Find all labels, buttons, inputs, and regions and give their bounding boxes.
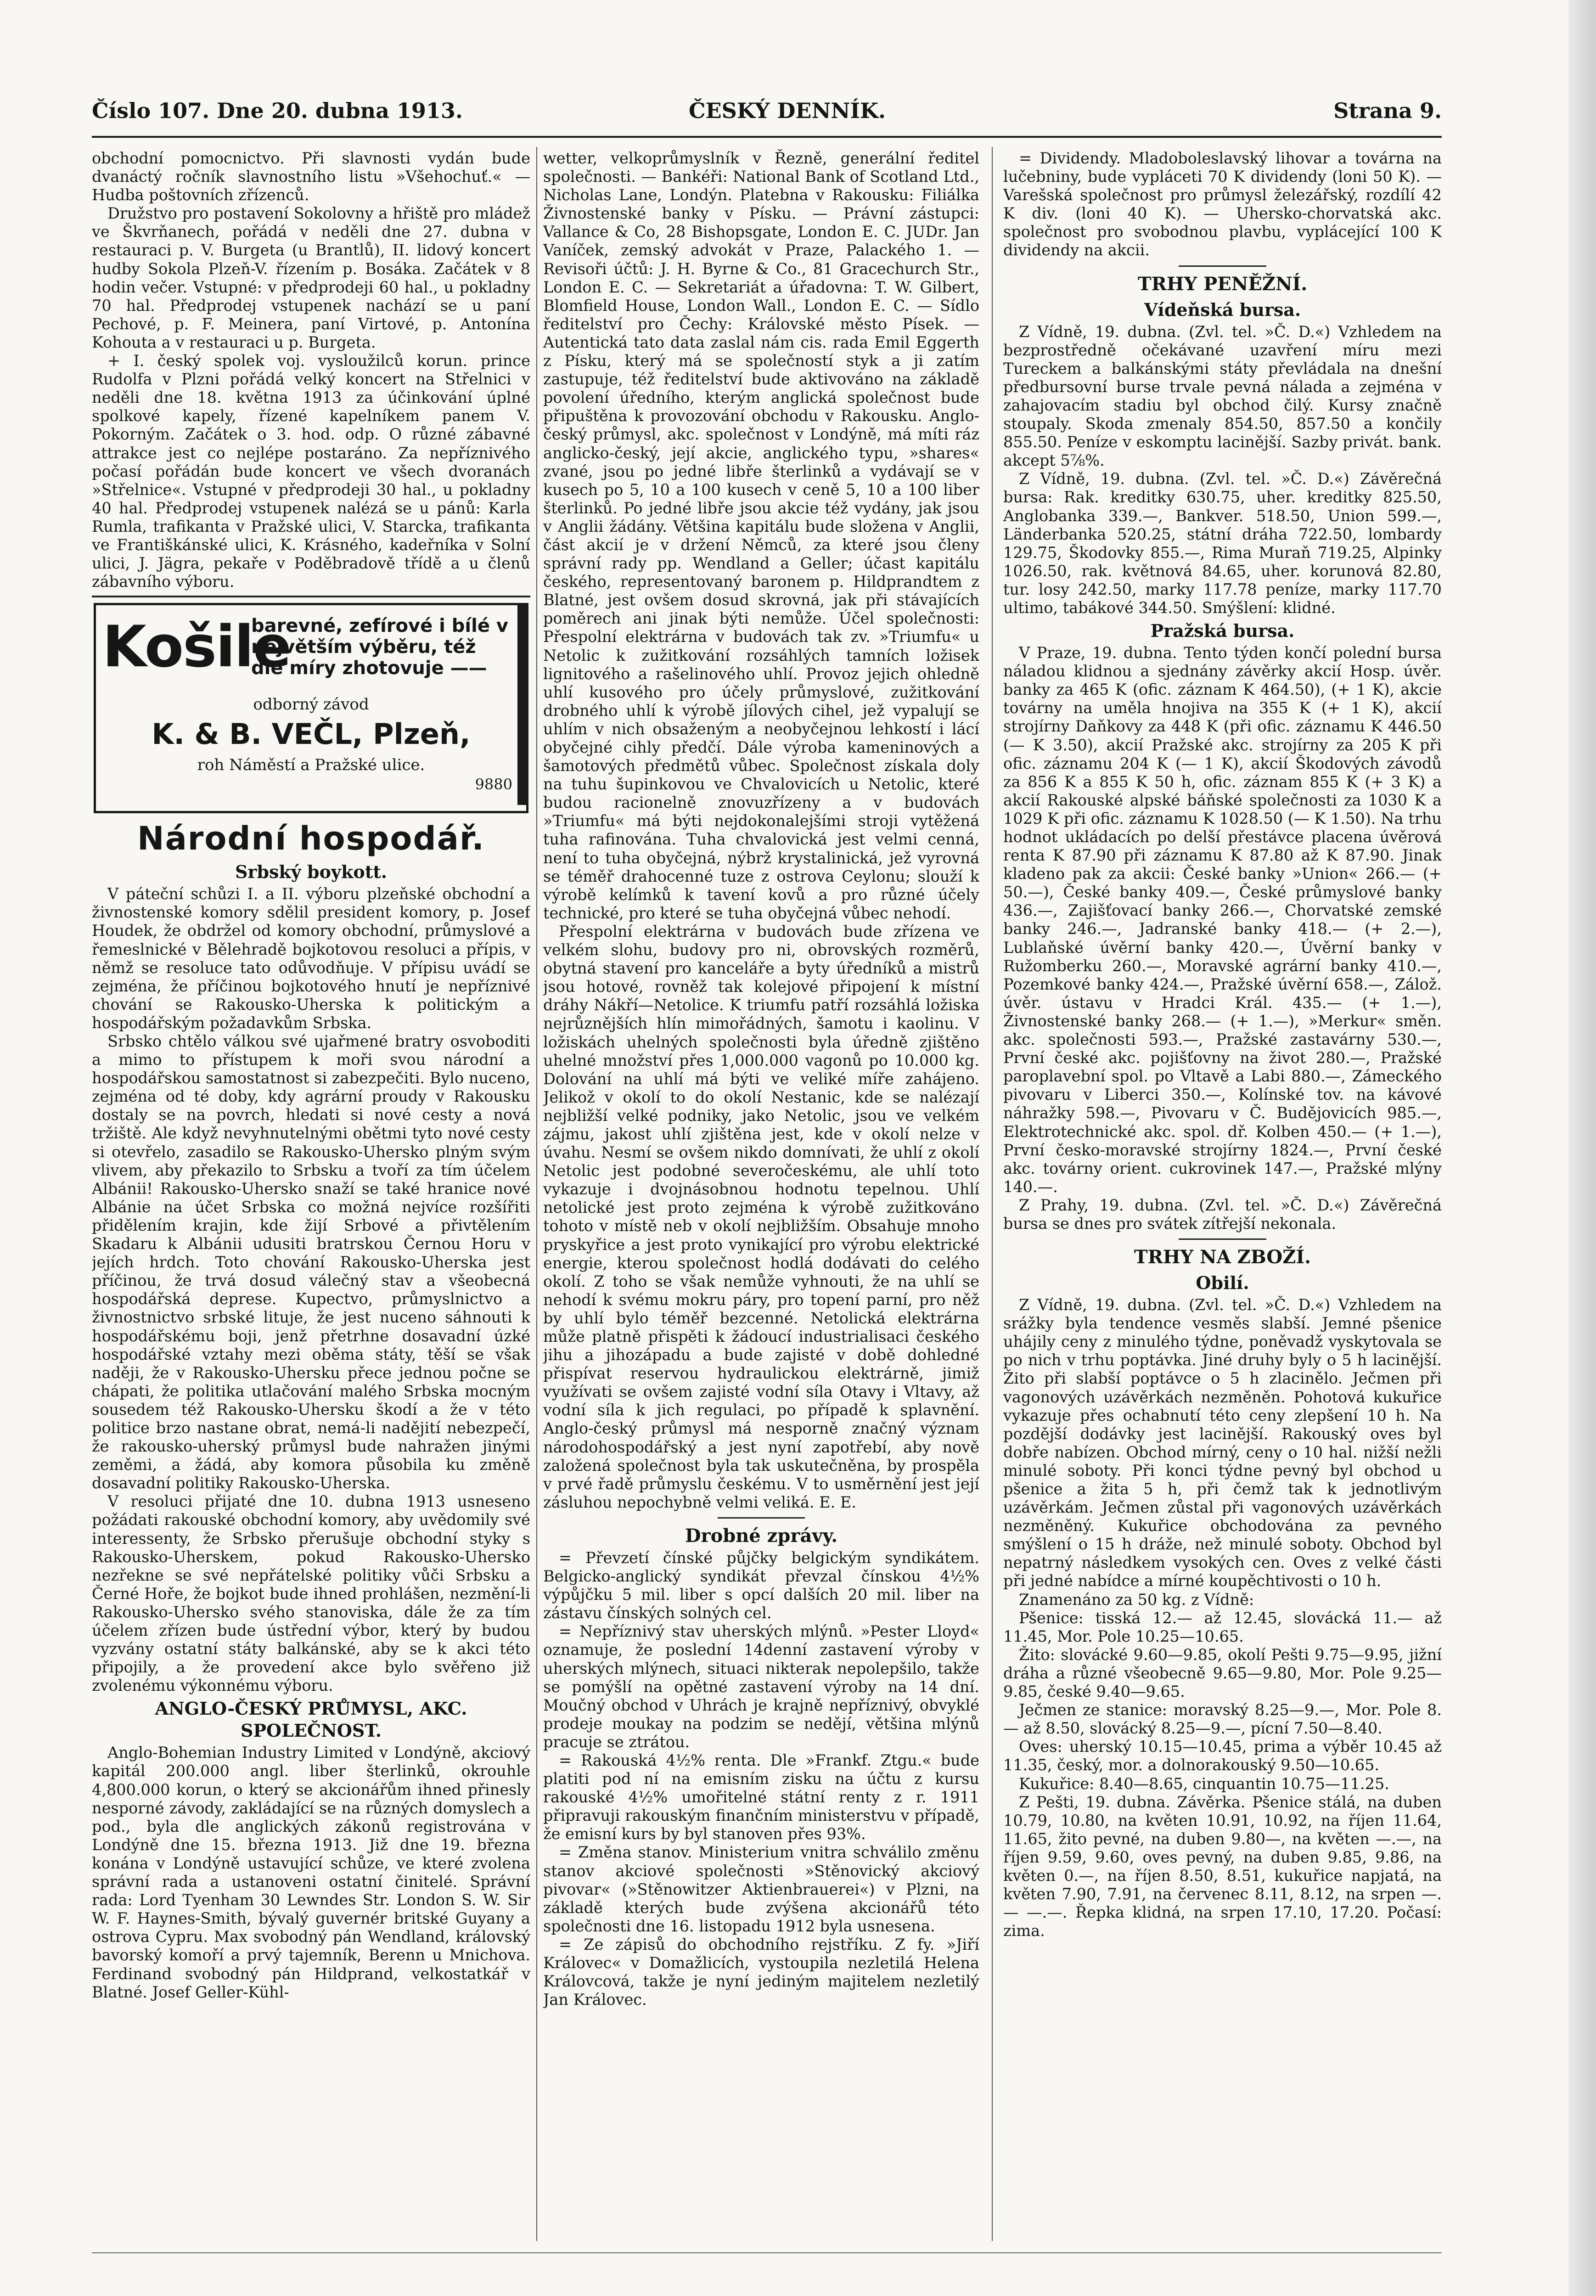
paragraph: Anglo-Bohemian Industry Limited v Londýně, akciový kapitál 200.000 angl. liber šterlinků, okrouhle 4,800.000 korun, o který se akcionářům ihned přinesly nesporné závody, zakládající se na různých domyslech a pod., byla dle anglických zákonů registrována v Londýně dne 15. března 1913. Již dne 19. března konána v Londýně ustavující schůze, ve které zvolena správní rada a ustanoveni ostatní činitelé. Správní rada: Lord Tyenham 30 Lewndes Str. London S. W. Sir W. F. Haynes-Smith, bývalý guvernér britské Guyany a ostrova Cypru. Max svobodný pán Wendland, královský bavorský komoří a prvý tajemník, Berenn u Mnichova. Ferdinand svobodný pán Hildprand, velkostatkář v Blatné. Josef Geller-Kühl- — [92, 1744, 530, 2001]
issue-date: Číslo 107. Dne 20. dubna 1913. — [92, 98, 463, 123]
paragraph: V páteční schůzi I. a II. výboru plzeňské obchodní a živnostenské komory sdělil president komory, p. Josef Houdek, že obdržel od komory obchodní, průmyslové a řemeslnické v Bělehradě bojkotovou resoluci a přípis, v němž se resoluce tato odůvodňuje. V přípisu uvádí se zejména, že příčinou bojkotového hnutí je nepříznivé chování se Rakousko-Uherska k politickým a hospodářským požadavkům Srbska. — [92, 885, 530, 1032]
header-rule — [92, 136, 1442, 138]
ad-address: roh Náměstí a Pražské ulice. — [197, 756, 425, 775]
section-title: Národní hospodář. — [137, 820, 485, 858]
news-item: = Změna stanov. Ministerium vnitra schválilo změnu stanov akciové společnosti »Stěnovický akciový pivovar« (»Stěnowitzer Aktienbrauerei«) v Plzni, na základě kterých bude zvýšena akcionářů této společnosti dne 16. listopadu 1912 byla usnesena. — [543, 1843, 979, 1935]
divider — [718, 1517, 805, 1519]
advertisement — [94, 603, 528, 813]
paragraph: Srbsko chtělo válkou své ujařmené bratry osvoboditi a mimo to přístupem k moři svou národní a hospodářskou samostatnost si zabezpečiti. Bylo nuceno, zejména od té doby, kdy agrární proudy v Rakousku dostaly se na povrch, hledati si nové cesty a nová tržiště. Ale když nevyhnutelnými obětmi tyto nové cesty si otevřelo, zasadilo se Rakousko-Uhersko plným svým vlivem, aby překazilo to Srbsku a tvoří za tím účelem Albánii! Rakousko-Uhersko snaží se také hranice nové Albánie na účet Srbska co možná nejvíce rozšířiti přidělením krajin, kde žijí Srbové a přivtělením Skadaru k Albánii udusiti bratrskou Černou Horu v jejích hrdch. Toto chování Rakousko-Uherska jest příčinou, že trvá dosud válečný stav a všeobecná hospodářská deprese. Kupectvo, průmyslnictvo a živnostnictvo srbské lituje, že jest nuceno sáhnouti k hospodářskému boji, jenž přetrhne dosavadní úzké hospodářské vztahy mezi oběma státy, těší se však naději, že v Rakousko-Uhersku přece jednou počne se chápati, že politika utlačování malého Srbska mocným sousedem též Rakousko-Uhersku škodí a že v této politice brzo nastane obrat, nemá-li nadějití nebezpečí, že rakousko-uherský průmysl bude nahražen jinými zeměmi, a žádá, aby komora působila ku změně dosavadní politiky Rakousko-Uherska. — [92, 1032, 530, 1492]
article-title: Srbský boykott. — [235, 861, 388, 883]
ad-number: 9880 — [475, 776, 512, 793]
price-line: Žito: slovácké 9.60—9.85, okolí Pešti 9.75—9.95, jižní dráha a různé všeobecně 9.65—9.80, Mor. Pole 9.25—9.85, české 9.40—9.65. — [1003, 1645, 1442, 1701]
price-line: Kukuřice: 8.40—8.65, cinquantin 10.75—11.25. — [1019, 1774, 1389, 1793]
paragraph: Znamenáno za 50 kg. z Vídně: — [1019, 1590, 1254, 1609]
ad-firm: K. & B. VEČL, Plzeň, — [152, 717, 471, 751]
footer-rule — [92, 2252, 1442, 2253]
column-divider — [536, 147, 537, 2241]
news-item: = Převzetí čínské půjčky belgickým syndikátem. Belgicko-anglický syndikát převzal čínskou 4½% výpůjčku 5 mil. liber s opcí dalších 20 mil. liber na zástavu čínských solných cel. — [543, 1548, 979, 1622]
ad-tagline: barevné, zefírové i bílé v největším výběru, též dle míry zhotovuje —— — [251, 615, 508, 679]
news-item: = Rakouská 4½% renta. Dle »Frankf. Ztgu.« bude platiti pod ní na emisním zisku na účtu z kursu rakouské 4½% umořitelné státní renty z r. 1911 připravuji rakouským finančním ministerstvu v případě, že emisní kurs by byl stanoven přes 93%. — [543, 1751, 979, 1843]
price-line: Oves: uherský 10.15—10.45, prima a výběr 10.45 až 11.35, český, mor. a dolnorakouský 9.50—10.65. — [1003, 1738, 1442, 1774]
newspaper-title: ČESKÝ DENNÍK. — [689, 98, 886, 123]
paragraph: V Praze, 19. dubna. Tento týden končí polední bursa náladou klidnou a sjednány závěrky akcií Hosp. úvěr. banky za 465 K (ofic. záznam K 464.50), (+ 1 K), akcie továrny na uměla hnojiva na 355 K (+ 1 K), akcií strojírny Daňkovy za 448 K (při ofic. záznamu K 446.50 (— K 3.50), akcií Pražské akc. strojírny za 205 K při ofic. záznamu 204 K (— 1 K), akcií Škodových závodů za 856 K a 855 K 50 h, ofic. záznam 855 K (+ 3 K) a akcií Rakouské alpské báňské společnosti za 1030 K a 1029 K při ofic. záznamu K 1028.50 (— K 1.50). Na trhu hodnot ukládacích po delší přestávce placena úvěrová renta K 87.90 při záznamu K 87.80 až K 87.90. Jinak kladeno pak za akcii: České banky »Union« 266.— (+ 50.—), České banky 409.—, České průmyslové banky 436.—, Zajišťovací banky 266.—, Chorvatské zemské banky 246.—, Jadranské banky 418.— (+ 2.—), Lublaňské úvěrní banky 420.—, Úvěrní banky v Ružomberku 260.—, Moravské agrární banky 410.—, Pozemkové banky 424.—, Pražské úvěrní 658.—, Zálož. úvěr. ústavu v Hradci Král. 435.— (+ 1.—), Živnostenské banky 268.— (+ 1.—), »Merkur« směn. akc. společnosti 593.—, Pražské zastavárny 530.—, První české akc. pojišťovny na život 280.—, Pražské paroplavební spol. po Vltavě a Labi 880.—, Zámeckého pivovaru v Liberci 350.—, Kolínské tov. na kávové náhražky 598.—, Pivovaru v Č. Budějovicích 985.—, Elektrotechnické akc. spol. dř. Kolben 450.— (+ 1.—), První česko-moravské strojírny 1824.—, První české akc. továrny orient. cukrovinek 147.—, Pražské mlýny 140.—. — [1003, 644, 1442, 1196]
news-item: = Ze zápisů do obchodního rejstříku. Z fy. »Jiří Královec« v Domažlicích, vystoupila nezletilá Helena Královcová, takže je nyní jediným majitelem nezletilý Jan Královec. — [543, 1935, 979, 2009]
paragraph: V resoluci přijaté dne 10. dubna 1913 usneseno požádati rakouské obchodní komory, aby uvědomily své interessenty, že Srbsko přerušuje obchodní styky s Rakousko-Uherskem, pokud Rakousko-Uhersko nezřekne se své nepřátelské politiky vůči Srbsku a Černé Hoře, že bojkot bude ihned prohlášen, nezmění-li Rakousko-Uhersko svého stanoviska, dále že za tím účelem zřízen bude ústřední výbor, který by budou vyzvány ostatní státy balkánské, aby se k akci této připojily, a že provedení akce bylo svěřeno již zvolenému výkonnému výboru. — [92, 1492, 530, 1695]
price-line: Pšenice: tisská 12.— až 12.45, slovácká 11.— až 11.45, Mor. Pole 10.25—10.65. — [1003, 1609, 1442, 1645]
paragraph: Družstvo pro postavení Sokolovny a hřiště pro mládež ve Škvrňanech, pořádá v neděli dne 27. dubna v restauraci p. V. Burgeta (u Brantlů), II. lidový koncert hudby Sokola Plzeň-V. řízením p. Bosáka. Začátek v 8 hodin večer. Vstupné: v předprodeji 60 hal., u pokladny 70 hal. Předprodej vstupenek nachází se u paní Pechové, p. F. Meinera, paní Virtové, p. Antonína Kohouta a v restauraci u p. Burgeta. — [92, 204, 530, 351]
paragraph: Z Pešti, 19. dubna. Závěrka. Pšenice stálá, na duben 10.79, 10.80, na květen 10.91, 10.92, na říjen 11.64, 11.65, žito pevné, na duben 9.80—, na květen —.—, na říjen 9.59, 9.60, oves pevný, na duben 9.85, 9.86, na květen 0.—, na říjen 8.50, 8.51, kukuřice napjatá, na květen 7.90, 7.91, na červenec 8.11, 8.12, na srpen —.— —.—. Řepka klidná, na srpen 17.10, 17.20. Počasí: zima. — [1003, 1793, 1442, 1940]
section-title: TRHY PENĚŽNÍ. — [1137, 273, 1308, 295]
subsection-title: Vídeňská bursa. — [1144, 299, 1301, 320]
article-title: ANGLO-ČESKÝ PRŮMYSL, AKC. SPOLEČNOST. — [155, 1698, 467, 1741]
column-divider — [992, 147, 993, 2241]
page-header — [92, 98, 1442, 130]
ad-brand: Košile — [102, 614, 291, 681]
divider — [1179, 265, 1266, 267]
section-title: TRHY NA ZBOŽÍ. — [1134, 1246, 1311, 1268]
paragraph: Z Vídně, 19. dubna. (Zvl. tel. »Č. D.«) Vzhledem na srážky byla tendence vesměs slabší. Jemné pšenice uhájily ceny z minulého týdne, poněvadž vyskytovala se po nich v trhu poptávka. Jiné druhy byly o 5 h lacinější. Žito při slabší poptávce o 5 h zlacinělo. Ječmen při vagonových uzávěrkách nezměněn. Pohotová kukuřice vykazuje přes ochabnutí této ceny zlepšení 10 h. Na pozdější dodávky jest lacinější. Rakouský oves byl dobře nabízen. Obchod mírný, ceny o 10 hal. nižší nežli minulé soboty. Při konci týdne pevný byl obchod u pšenice a žita 5 h, při čemž tak k jednotlivým uzávěrkám. Ječmen zůstal při vagonových uzávěrkách nezměněný. Kukuřice obchodována za pevného smýšlení o 15 h dráže, než minulé soboty. Obchod byl nepatrný následkem vysokých cen. Oves z velké části při jedné nabídce a mírné koupěchtivosti o 10 h. — [1003, 1296, 1442, 1590]
divider — [1179, 1238, 1266, 1240]
subsection-title: Pražská bursa. — [1150, 620, 1295, 642]
paragraph: + I. český spolek voj. vysloužilců korun. prince Rudolfa v Plzni pořádá velký koncert na Střelnici v neděli dne 18. května 1913 za účinkování úplné spolkové kapely, řízené kapelníkem panem V. Pokorným. Začátek o 3. hod. odp. O různé zábavné attrakce jest co nejlépe postaráno. Za nepříznivého počasí pořádán bude koncert ve všech dvoranách »Střelnice«. Vstupné v předprodeji 30 hal., u pokladny 40 hal. Předprodej vstupenek nalézá se u pánů: Karla Rumla, trafikanta v Pražské ulici, V. Starcka, trafikanta ve Františkánské ulici, K. Krásného, kadeřníka v Solní ulici, J. Jägra, pekaře v Poděbradově třídě a u členů zábavního výboru. — [92, 352, 530, 591]
ad-subline: odborný závod — [253, 695, 369, 714]
subsection-title: Obilí. — [1196, 1272, 1249, 1294]
paragraph: Z Prahy, 19. dubna. (Zvl. tel. »Č. D.«) Závěrečná bursa se dnes pro svátek zítřejší nekonala. — [1003, 1196, 1442, 1232]
paragraph: = Dividendy. Mladoboleslavský lihovar a továrna na lučebniny, bude vypláceti 70 K dividendy (loni 50 K). — Varešská společnost pro průmysl železářský, rozdílí 42 K div. (loni 40 K). — Uhersko-chorvatská akc. společnost pro svobodnou plavbu, vyplácející 100 K dividendy na akcii. — [1003, 149, 1442, 259]
paragraph: Z Vídně, 19. dubna. (Zvl. tel. »Č. D.«) Závěrečná bursa: Rak. kreditky 630.75, uher. kreditky 825.50, Anglobanka 339.—, Bankver. 518.50, Union 599.—, Länderbanka 520.25, státní dráha 722.50, lombardy 129.75, Škodovky 855.—, Rima Muraň 719.25, Alpinky 1026.50, rak. květnová 84.65, uher. korunová 82.80, tur. losy 242.50, marky 117.78 peníze, marky 117.70 ultimo, tabákové 344.50. Smýšlení: klidné. — [1003, 470, 1442, 617]
paragraph: wetter, velkoprůmyslník v Řezně, generální ředitel společnosti. — Bankéři: National Bank of Scotland Ltd., Nicholas Lane, Londýn. Platebna v Rakousku: Filiálka Živnostenské banky v Písku. — Právní zástupci: Vallance & Co, 28 Bishopsgate, London E. C. JUDr. Jan Vaníček, zemský advokát v Praze, Palackého 1. — Revisoři účtů: J. H. Byrne & Co., 81 Gracechurch Str., London E. C. — Sekretariát a úřadovna: T. W. Gilbert, Blomfield House, London Wall., London E. C. — Sídlo ředitelství pro Čechy: Královské město Písek. — Autentická tato data zaslal nám cis. rada Emil Eggerth z Písku, který má se společností styk a ji zatím zastupuje, též ředitelství bude aktivováno na základě povolení úředního, kterým anglická společnost bude připuštěna k provozování obchodu v Rakousku. Anglo-český průmysl, akc. společnost v Londýně, má míti ráz anglicko-český, její akcie, anglického typu, »shares« zvané, jsou po jedné libře šterlinků a vydávají se v kusech po 5, 10 a 100 kusech v ceně 5, 10 a 100 liber šterlinků. Po jedné libře jsou akcie též vydány, jak jsou v Anglii žádány. Většina kapitálu bude složena v Anglii, část akcií je v držení Němců, za které jsou členy správní rady pp. Wendland a Geller; účast kapitálu českého, representovaný baronem p. Hildprandtem z Blatné, jest ovšem dosud skrovná, jak při stávajících poměrech ani jinak býti nemůže. Účel společnosti: Přespolní elektrárna v budovách tak zv. »Triumfu« u Netolic k zužitkování rozsáhlých tamních ložisek lignitového a rašelinového uhlí. Provoz jejich ohledně uhlí kusového pro účely průmyslové, zužitkování drobného uhlí k výrobě jílových cihel, jež vypalují se uhlím v nich obsaženým a neobyčejnou lehkostí i lácí obyčejné cihly předčí. Dále výroba kameninových a šamotových předmětů vůbec. Společnost získala doly na tuhu šupinkovou ve Chvalovicích u Netolic, které budou racionelně znovuzřízeny a v budovách »Triumfu« má býti nejdokonalejšími stroji vytěžená tuha rafinována. Tuha chvalovická jest velmi cenná, není to tuha obyčejná, nýbrž krystalinická, jež vyrovná se téměř drahocenné tuze z ostrova Ceylonu; slouží k výrobě kelímků k tavení kovů a pro různé účely technické, pro které se tuha obyčejná vůbec nehodí. — [543, 149, 979, 922]
section-title: Drobné zprávy. — [685, 1525, 838, 1547]
column-2 — [543, 149, 979, 2243]
column-3 — [1003, 149, 1442, 2243]
page-number: Strana 9. — [1333, 98, 1442, 123]
page-edge — [1568, 0, 1596, 2296]
paragraph: Přespolní elektrárna v budovách bude zřízena ve velkém slohu, budovy pro ni, obrovských rozměrů, obytná stavení pro kanceláře a byty úředníků a mistrů jsou hotové, rovněž tak kolejové připojení k místní dráhy Nákří—Netolice. K triumfu patří rozsáhlá ložiska nejrůznějších hlín mimořádných, šamotu i kaolinu. V ložiskách uhelných společnosti byla úředně zjištěno uhelné množství přes 1,000.000 vagonů po 10.000 kg. Dolování na uhlí má býti ve veliké míře zahájeno. Jelikož v okolí to do okolí Nestanic, kde se nalézají nejbližší velké podniky, jako Netolic, jsou ve velkém zájmu, jakost uhlí zjištěna jest, kde v okolí nelze v úvahu. Nesmí se ovšem nikdo domnívati, že uhlí z okolí Netolic jest podobné severočeskému, ale uhlí toto vykazuje i dvojnásobnou hodnotu tepelnou. Uhlí netolické jest proto zejména k výrobě zužitkováno tohoto v místě neb v okolí nejbližším. Obsahuje mnoho pryskyřice a jest proto vynikající pro výrobu elektrické energie, kterou společnost hodlá dodávati do celého okolí. Z toho se však nemůže vyhnouti, že na uhlí se nehodí k svému mokru páry, pro topení parní, pro něž by uhlí bylo téměř bezcenné. Netolická elektrárna může platně přispěti k žádoucí industrialisaci českého jihu a jihozápadu a bude zajisté v době dohledné přispívat reservou hydraulickou elektrárně, jimiž využívati se ovšem zajisté vodní síla Otavy i Vltavy, až vodní síla k jich regulaci, po případě k splavnění. Anglo-český průmysl má nesporně značný význam národohospodářský a jest nyní zapotřebí, aby nově založená společnost byla tak uskutečněna, by prospěla v prvé řadě průmyslu českému. V to usměrnění jest její zásluhou nepochybně velmi veliká. E. E. — [543, 922, 979, 1511]
column-1 — [92, 149, 530, 2243]
price-line: Ječmen ze stanice: moravský 8.25—9.—, Mor. Pole 8.— až 8.50, slovácký 8.25—9.—, pícní 7.50—8.40. — [1003, 1701, 1442, 1738]
divider — [92, 596, 530, 597]
paragraph: obchodní pomocnictvo. Při slavnosti vydán bude dvanáctý ročník slavnostního listu »Všehochuť.« — Hudba poštovních zřízenců. — [92, 149, 530, 204]
paragraph: Z Vídně, 19. dubna. (Zvl. tel. »Č. D.«) Vzhledem na bezprostředně očekávané uzavření míru mezi Tureckem a balkánskými státy převládala na dnešní předbursovní burse trvale pevná nálada a zejména v zahajovacím stadiu byl obchod čilý. Kursy značně stoupaly. Skoda zmenaly 854.50, 857.50 a končily 855.50. Peníze v eskomptu lacinější. Sazby privát. bank. akcept 5⅞%. — [1003, 322, 1442, 470]
news-item: = Nepříznivý stav uherských mlýnů. »Pester Lloyd« oznamuje, že poslední 14denní zastavení výroby v uherských mlýnech, situaci nikterak nepolepšilo, takže se pomýšlí na opětné zastavení výroby na 14 dní. Moučný obchod v Uhrách je krajně nepříznivý, obvyklé prodeje moukay na podzim se nedějí, většina mlýnů pracuje se ztrátou. — [543, 1622, 979, 1751]
